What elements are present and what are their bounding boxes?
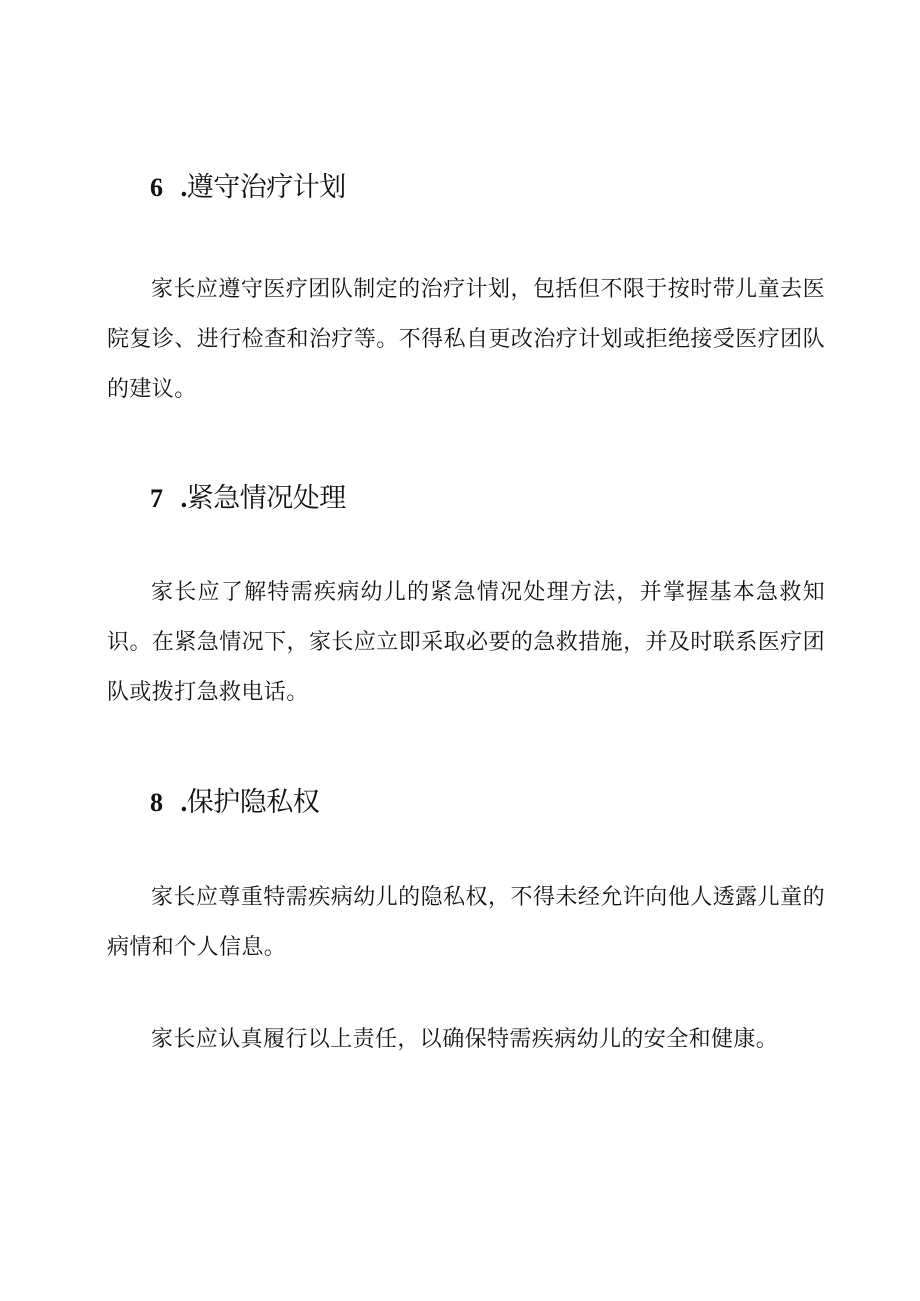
section-6-number: 6 (150, 173, 163, 202)
section-6-dot: . (180, 172, 187, 202)
section-8-paragraph: 家长应尊重特需疾病幼儿的隐私权，不得未经允许向他人透露儿童的病情和个人信息。 (107, 885, 825, 960)
section-8-number: 8 (150, 788, 163, 817)
section-7-paragraph: 家长应了解特需疾病幼儿的紧急情况处理方法，并掌握基本急救知识。在紧急情况下，家长应立即采取必要的急救措施，并及时联系医疗团队或拨打急救电话。 (107, 580, 825, 705)
section-7-number: 7 (150, 484, 163, 513)
section-7-heading (150, 481, 346, 516)
closing-paragraph: 家长应认真履行以上责任，以确保特需疾病幼儿的安全和健康。 (151, 1027, 779, 1052)
section-8-dot: . (180, 787, 187, 817)
section-6-paragraph: 家长应遵守医疗团队制定的治疗计划，包括但不限于按时带儿童去医院复诊、进行检查和治疗等。不得私自更改治疗计划或拒绝接受医疗团队的建议。 (107, 277, 825, 402)
section-8-title: 保护隐私权 (186, 787, 320, 818)
section-6-title: 遵守治疗计划 (186, 172, 346, 203)
section-6-heading (150, 170, 346, 205)
section-7-dot: . (180, 483, 187, 513)
section-8-heading (150, 785, 319, 820)
section-7-title: 紧急情况处理 (186, 483, 346, 514)
